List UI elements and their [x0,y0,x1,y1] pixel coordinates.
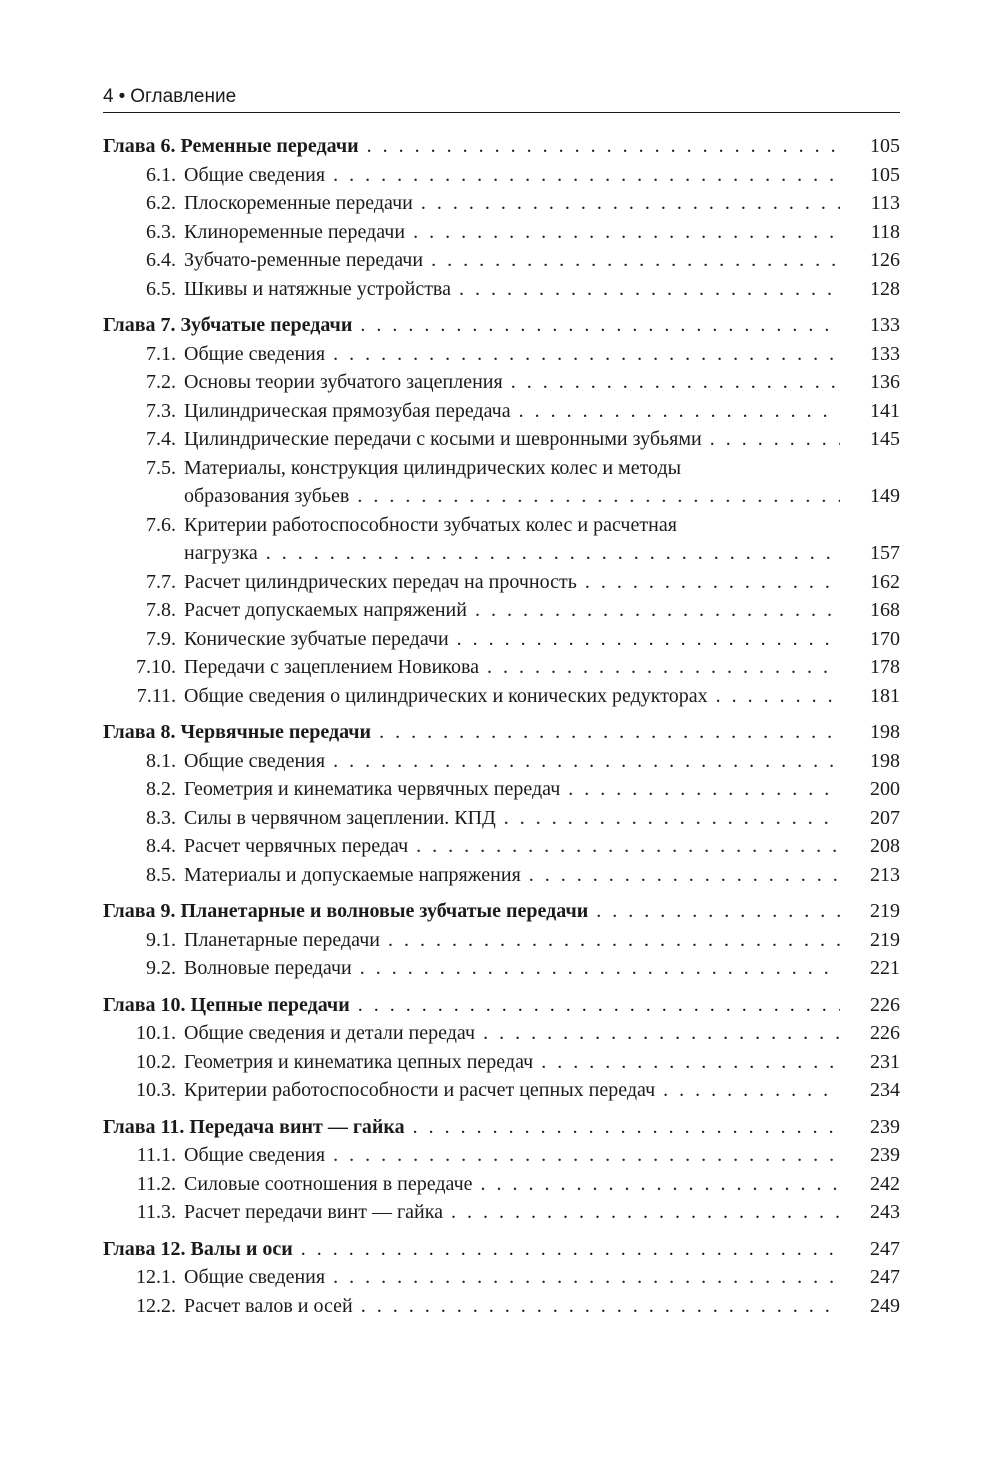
section-title: образования зубьев . . . [184,482,840,511]
section-page-number: 181 [870,684,900,707]
section-title: Материалы и допускаемые напряжения . . . [184,861,840,890]
section-page-number: 249 [870,1294,900,1317]
chapter-title: Глава 8. Червячные передачи . . . [103,718,840,747]
toc-section-row[interactable] [103,926,900,955]
chapter-page-number: 105 [870,135,900,157]
section-title: Критерии работоспособности и расчет цепных передач . . . [184,1076,840,1105]
chapter-title: Глава 9. Планетарные и волновые зубчатые передачи . . . [103,897,840,926]
section-page-number: 208 [870,835,900,857]
section-title: Основы теории зубчатого зацепления . . . [184,368,840,397]
bullet-separator: • [118,86,126,107]
toc-section-row[interactable] [103,397,900,426]
section-title: Геометрия и кинематика цепных передач . . . [184,1048,840,1077]
section-page-number: 170 [870,627,900,650]
section-page-number: 141 [870,399,900,422]
toc-section-row[interactable] [103,218,900,247]
toc-section-row[interactable] [103,775,900,804]
section-title: Шкивы и натяжные устройства . . . [184,275,840,304]
toc-section-row[interactable] [103,954,900,983]
section-number: 10.1. [136,1022,176,1044]
section-title: Расчет передачи винт — гайка . . . [184,1198,840,1227]
chapter-title: Глава 7. Зубчатые передачи . . . [103,311,840,340]
section-number: 7.2. [146,371,176,393]
toc-section-row[interactable] [103,189,900,218]
toc-section-row[interactable] [103,568,900,597]
toc-chapter-row[interactable] [103,1235,900,1264]
section-page-number: 200 [870,778,900,800]
running-title: Оглавление [130,86,237,107]
section-title: Расчет цилиндрических передач на прочность . . . [184,568,840,597]
toc-section-row[interactable] [103,832,900,861]
section-number: 7.4. [146,428,176,450]
section-page-number: 219 [870,928,900,951]
toc-section-row[interactable] [103,596,900,625]
section-title: Геометрия и кинематика червячных передач . . . [184,775,840,804]
section-page-number: 247 [870,1266,900,1288]
section-page-number: 178 [870,656,900,678]
chapter-title: Глава 10. Цепные передачи . . . [103,991,840,1020]
running-header [103,82,900,112]
section-title: Планетарные передачи . . . [184,926,840,955]
toc-section-row[interactable] [103,682,900,711]
section-title: Общие сведения . . . [184,161,840,190]
section-title: нагрузка . . . [184,539,840,568]
section-number: 9.2. [146,957,176,979]
section-number: 6.3. [146,220,176,243]
toc-section-row[interactable] [103,1170,900,1199]
section-number: 7.8. [146,599,176,621]
chapter-page-number: 219 [870,900,900,922]
toc-chapter-row[interactable] [103,1113,900,1142]
toc-chapter-row[interactable] [103,991,900,1020]
toc-section-row[interactable] [103,511,900,540]
section-number: 6.1. [146,163,176,186]
toc-section-row[interactable] [103,1198,900,1227]
section-page-number: 226 [870,1022,900,1044]
toc-chapter-row[interactable] [103,311,900,340]
toc-chapter [103,1235,900,1321]
toc-section-row[interactable] [103,246,900,275]
toc-section-row[interactable] [103,161,900,190]
section-title: Общие сведения о цилиндрических и конических редукторах . . . [184,682,840,711]
table-of-contents [103,132,900,1328]
section-number: 10.2. [136,1050,176,1073]
section-title: Общие сведения . . . [184,1141,840,1170]
toc-section-row[interactable] [103,340,900,369]
toc-chapter-row[interactable] [103,718,900,747]
header-rule [103,112,900,113]
section-page-number: 118 [870,220,900,243]
section-page-number: 145 [870,428,900,450]
section-page-number: 136 [870,371,900,393]
section-title: Силы в червячном зацеплении. КПД . . . [184,804,840,833]
toc-section-row[interactable] [103,275,900,304]
toc-section-row[interactable] [103,1019,900,1048]
section-title: Общие сведения и детали передач . . . [184,1019,840,1048]
page-number: 4 [103,86,114,107]
toc-chapter [103,1113,900,1227]
section-number: 8.5. [146,863,176,886]
toc-section-continuation[interactable] [103,539,900,568]
chapter-title: Глава 12. Валы и оси . . . [103,1235,840,1264]
section-title: Расчет валов и осей . . . [184,1292,840,1321]
section-title: Расчет червячных передач . . . [184,832,840,861]
section-title: Расчет допускаемых напряжений . . . [184,596,840,625]
toc-chapter [103,718,900,889]
toc-section-row[interactable] [103,454,900,483]
section-title: Материалы, конструкция цилиндрических колес и методы [184,456,682,479]
section-title: Передачи с зацеплением Новикова . . . [184,653,840,682]
chapter-page-number: 133 [870,314,900,336]
chapter-page-number: 226 [870,993,900,1016]
section-title: Общие сведения . . . [184,747,840,776]
section-title: Плоскоременные передачи . . . [184,189,840,218]
chapter-title: Глава 11. Передача винт — гайка . . . [103,1113,840,1142]
section-page-number: 126 [870,249,900,271]
toc-chapter [103,991,900,1105]
section-page-number: 243 [870,1201,900,1223]
toc-section-row[interactable] [103,368,900,397]
section-page-number: 162 [870,570,900,593]
chapter-page-number: 247 [870,1237,900,1260]
section-number: 7.9. [146,627,176,650]
section-number: 7.6. [146,513,176,536]
section-page-number: 128 [870,277,900,300]
section-title: Общие сведения . . . [184,1263,840,1292]
section-number: 12.1. [136,1266,176,1288]
toc-section-row[interactable] [103,861,900,890]
section-title: Конические зубчатые передачи . . . [184,625,840,654]
section-page-number: 242 [870,1172,900,1195]
section-page-number: 105 [870,163,900,186]
section-number: 6.5. [146,277,176,300]
toc-chapter [103,311,900,710]
section-number: 11.2. [136,1172,176,1195]
section-title: Цилиндрическая прямозубая передача . . . [184,397,840,426]
section-number: 8.4. [146,835,176,857]
toc-section-row[interactable] [103,804,900,833]
section-number: 8.1. [146,749,176,772]
section-title: Критерии работоспособности зубчатых колес и расчетная [184,513,677,536]
section-page-number: 168 [870,599,900,621]
section-title: Волновые передачи . . . [184,954,840,983]
toc-chapter-row[interactable] [103,897,900,926]
section-number: 7.10. [136,656,176,678]
toc-section-row[interactable] [103,653,900,682]
section-number: 7.5. [146,456,176,479]
toc-chapter [103,132,900,303]
toc-section-row[interactable] [103,1263,900,1292]
section-page-number: 234 [870,1079,900,1101]
section-number: 6.2. [146,192,176,214]
section-page-number: 213 [870,863,900,886]
section-title: Зубчато-ременные передачи . . . [184,246,840,275]
section-number: 8.3. [146,806,176,829]
section-number: 10.3. [136,1079,176,1101]
section-number: 7.3. [146,399,176,422]
toc-section-row[interactable] [103,625,900,654]
section-page-number: 198 [870,749,900,772]
section-page-number: 207 [870,806,900,829]
section-title: Силовые соотношения в передаче . . . [184,1170,840,1199]
toc-chapter [103,897,900,983]
chapter-page-number: 198 [870,721,900,743]
chapter-page-number: 239 [870,1115,900,1138]
section-number: 11.1. [136,1144,176,1166]
toc-section-row[interactable] [103,1141,900,1170]
section-page-number: 149 [870,485,900,507]
toc-section-continuation[interactable] [103,482,900,511]
section-number: 12.2. [136,1294,176,1317]
section-number: 11.3. [136,1201,176,1223]
section-number: 6.4. [146,249,176,271]
section-page-number: 157 [870,542,900,564]
toc-section-row[interactable] [103,1048,900,1077]
section-title: Цилиндрические передачи с косыми и шевронными зубьями . . . [184,425,840,454]
toc-section-row[interactable] [103,747,900,776]
section-page-number: 239 [870,1144,900,1166]
section-page-number: 133 [870,342,900,365]
section-number: 7.1. [146,342,176,365]
section-page-number: 113 [870,192,900,214]
toc-section-row[interactable] [103,1076,900,1105]
section-title: Общие сведения . . . [184,340,840,369]
section-page-number: 221 [870,957,900,979]
toc-section-row[interactable] [103,1292,900,1321]
section-title: Клиноременные передачи . . . [184,218,840,247]
chapter-title: Глава 6. Ременные передачи . . . [103,132,840,161]
toc-chapter-row[interactable] [103,132,900,161]
section-number: 7.7. [146,570,176,593]
section-page-number: 231 [870,1050,900,1073]
section-number: 7.11. [136,684,176,707]
section-number: 8.2. [146,778,176,800]
section-number: 9.1. [146,928,176,951]
toc-section-row[interactable] [103,425,900,454]
